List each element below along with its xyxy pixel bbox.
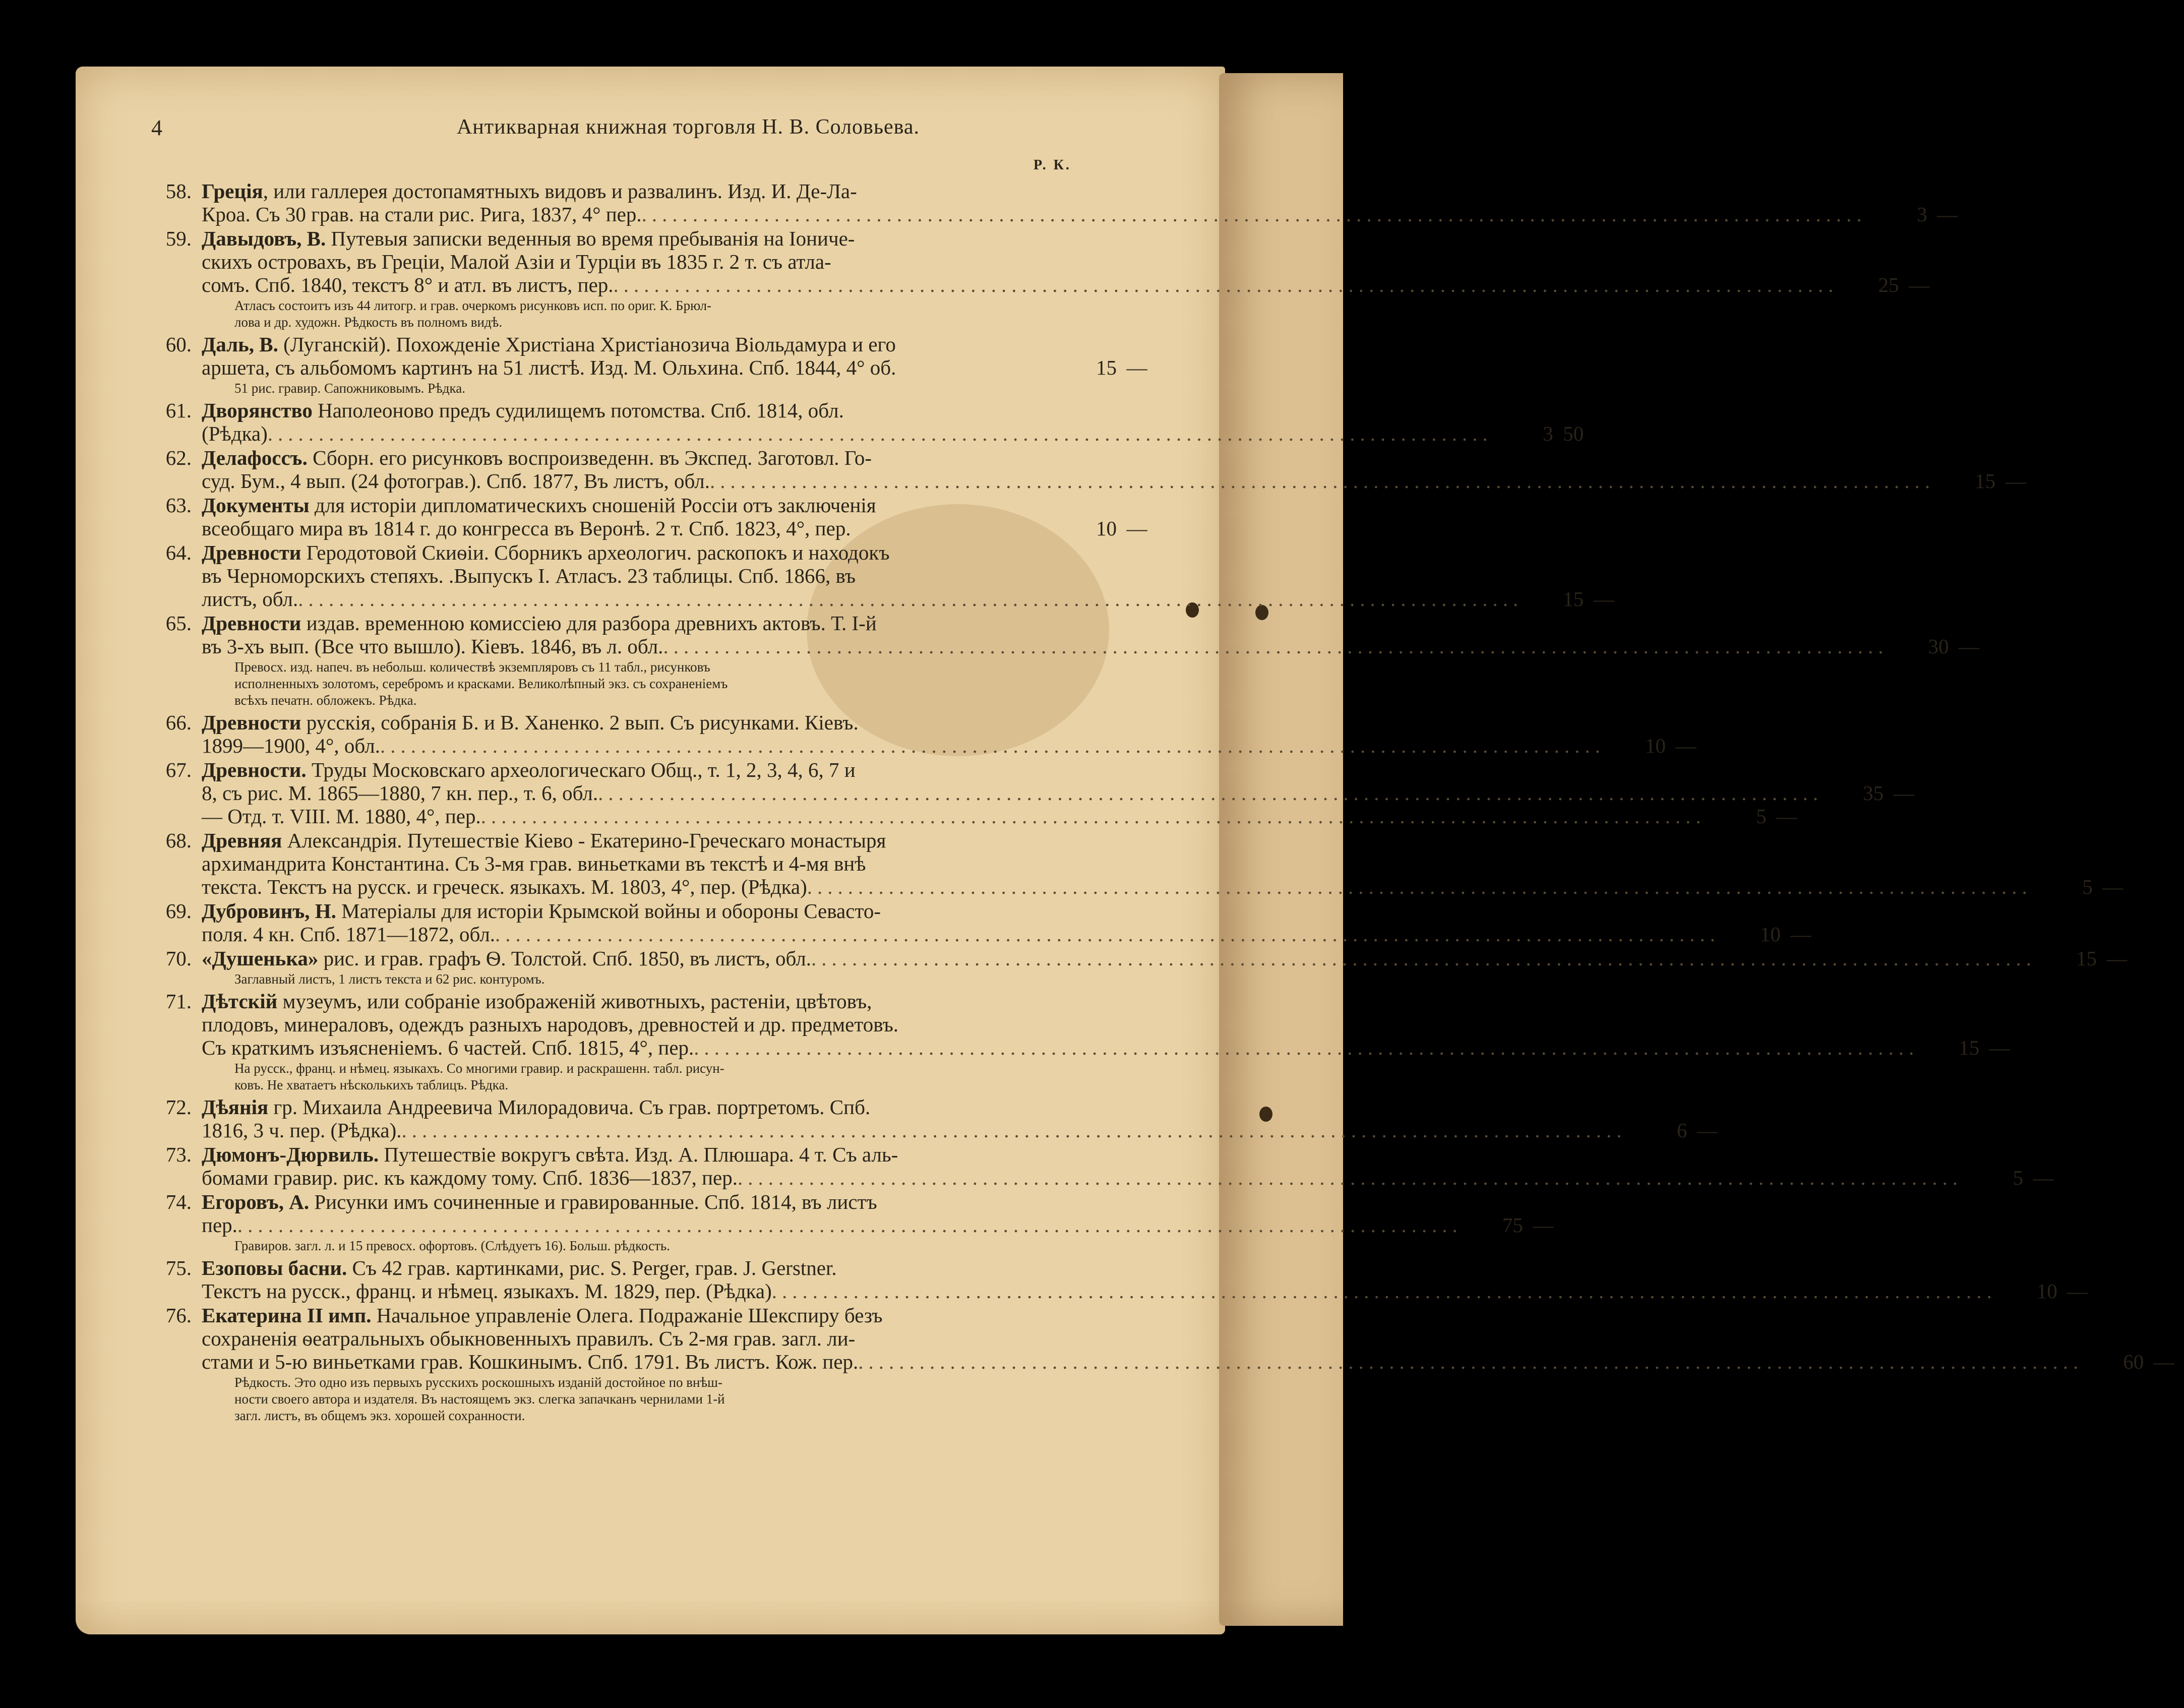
price-kopecks: — (1909, 273, 1930, 296)
entry-line (202, 947, 2128, 970)
entry-line (202, 1256, 1157, 1279)
entry-note (234, 297, 1117, 331)
entry-text: сомъ. Спб. 1840, текстъ 8° и атл. въ листъ, пер. (202, 273, 614, 296)
price-column-header: Р. К. (1034, 157, 1071, 173)
entry-text: русскія, собранія Б. и В. Ханенко. 2 вып. Съ рисунками. Кіевъ. (301, 711, 859, 734)
catalogue-entry (151, 227, 1930, 331)
entry-text: скихъ островахъ, въ Греціи, Малой Азіи и Турціи въ 1835 г. 2 т. съ атла- (202, 250, 831, 273)
entry-note (234, 1374, 1117, 1424)
price-kopecks: — (1126, 517, 1147, 540)
entry-text: Труды Московскаго археологическаго Общ., т. 1, 2, 3, 4, 6, 7 и (306, 758, 856, 781)
entry-text: , или галлерея достопамятныхъ видовъ и развалинъ. Изд. И. Де-Ла- (263, 179, 857, 203)
entry-text: Путешествіе вокругъ свѣта. Изд. А. Плюшара. 4 т. Съ аль- (379, 1143, 898, 1166)
entry-text: плодовъ, минераловъ, одеждъ разныхъ народовъ, древностей и др. предметовъ. (202, 1013, 899, 1036)
entry-text: 1899—1900, 4°, обл. (202, 734, 380, 757)
leader-dots (876, 494, 1157, 517)
entry-note (234, 971, 1117, 988)
entry-number: 58. (165, 179, 192, 203)
price-kopecks: — (2067, 1279, 2088, 1303)
entry-heading: Дубровинъ, Н. (202, 899, 336, 923)
leader-dots (859, 711, 1157, 734)
entry-line (202, 203, 1958, 226)
entry-heading: Екатерина II имп. (202, 1304, 372, 1327)
catalogue-entries (151, 179, 2174, 1426)
entry-line (202, 541, 1157, 564)
price-rubles: 3 (1917, 203, 1927, 226)
entry-text: Текстъ на русск., франц. и нѣмец. языкахъ. М. 1829, пер. (Рѣдка) (202, 1279, 772, 1303)
price-rubles: 10 (2036, 1279, 2057, 1303)
price-rubles: 5 (2013, 1166, 2023, 1189)
leader-dots (844, 399, 1157, 422)
entry-line (202, 805, 1797, 828)
catalogue-entry (151, 333, 1147, 397)
catalogue-entry (151, 947, 2128, 988)
entry-heading: Древности. (202, 758, 307, 781)
entry-text: для исторіи дипломатическихъ сношеній Россіи отъ заключенія (309, 494, 876, 517)
catalogue-entry (151, 1304, 2174, 1424)
entry-number: 72. (165, 1095, 192, 1119)
price-kopecks: — (1697, 1119, 1718, 1142)
entry-text: сохраненія ѳеатральныхъ обыкновенныхъ правилъ. Съ 2-мя грав. загл. ли- (202, 1327, 856, 1350)
leader-dots (831, 250, 1157, 273)
catalogue-entry (151, 1143, 2054, 1189)
leader-dots (886, 829, 1157, 852)
leader-dots: ........................................................................................................................ (663, 635, 1889, 658)
note-line: Рѣдкость. Это одно изъ первыхъ русскихъ роскошныхъ изданій достойное по внѣш- (234, 1375, 722, 1390)
entry-heading: Дѣянія (202, 1095, 269, 1119)
entry-line (202, 829, 1157, 852)
leader-dots: ........................................................................................................................ (298, 587, 1524, 611)
entry-number: 75. (165, 1256, 192, 1279)
entry-heading: Дворянство (202, 399, 313, 422)
entry-note (234, 659, 1117, 709)
entry-number: 73. (165, 1143, 192, 1166)
leader-dots (877, 1190, 1157, 1213)
leader-dots (881, 899, 1157, 923)
price-rubles: 5 (2082, 875, 2093, 898)
entry-heading: Дѣтскій (202, 990, 278, 1013)
entry-text: музеумъ, или собраніе изображеній животныхъ, растеніи, цвѣтовъ, (277, 990, 872, 1013)
price-kopecks: — (2106, 947, 2128, 970)
price-rubles: 15 (1959, 1036, 1980, 1059)
price-kopecks: — (1593, 587, 1614, 611)
entry-line (202, 990, 1157, 1013)
entry-line (202, 399, 1157, 422)
entry-text: 8, съ рис. М. 1865—1880, 7 кн. пер., т. 6, обл. (202, 781, 598, 805)
catalogue-entry (151, 1256, 2088, 1303)
price-rubles: 75 (1502, 1213, 1523, 1237)
price-rubles: 3 (1543, 422, 1553, 445)
entry-text: рис. и грав. графъ Ѳ. Толстой. Спб. 1850, въ листъ, обл. (318, 947, 812, 970)
entry-text: Съ 42 грав. картинками, рис. S. Perger, грав. J. Gerstner. (347, 1256, 837, 1279)
price-kopecks: — (1126, 356, 1147, 379)
entry-heading: Древности (202, 711, 301, 734)
entry-line (202, 1213, 1554, 1237)
leader-dots (866, 852, 1157, 875)
leader-dots (896, 356, 1056, 379)
note-line: Гравиров. загл. л. и 15 превосх. офортовъ. (Слѣдуетъ 16). Больш. рѣдкость. (234, 1238, 670, 1253)
entry-line (202, 179, 1157, 203)
entry-text: Рисунки имъ сочиненные и гравированные. Спб. 1814, въ листъ (309, 1190, 877, 1213)
entry-text: суд. Бум., 4 вып. (24 фотограв.). Спб. 1877, Въ листъ, обл. (202, 469, 710, 493)
price-rubles: 25 (1878, 273, 1899, 296)
catalogue-entry (151, 899, 1811, 946)
price-rubles: 30 (1928, 635, 1949, 658)
catalogue-entry (151, 758, 1914, 828)
catalogue-entry (151, 612, 1979, 709)
entry-heading: Греція (202, 179, 263, 203)
entry-text: въ 3-хъ вып. (Все что вышло). Кіевъ. 1846, въ л. обл. (202, 635, 663, 658)
leader-dots: ........................................................................................................................ (710, 469, 1935, 493)
entry-line (202, 758, 1157, 781)
note-line: всѣхъ печатн. обложекъ. Рѣдка. (234, 693, 417, 708)
entry-heading: Древняя (202, 829, 282, 852)
entry-line (202, 422, 1584, 445)
leader-dots: ........................................................................................................................ (267, 422, 1493, 445)
catalogue-entry (151, 399, 1584, 445)
entry-note (234, 380, 1117, 397)
price-rubles: 5 (1756, 805, 1767, 828)
entry-line (202, 1095, 1157, 1119)
catalogue-entry (151, 1095, 1718, 1142)
leader-dots: ........................................................................................................................ (480, 805, 1706, 828)
leader-dots: ........................................................................................................................ (811, 947, 2037, 970)
entry-text: пер. (202, 1213, 237, 1237)
entry-text: Александрія. Путешествіе Кіево - Екатерино-Греческаго монастыря (282, 829, 886, 852)
entry-number: 59. (165, 227, 192, 250)
entry-text: Начальное управленіе Олега. Подражаніе Шекспиру безъ (371, 1304, 883, 1327)
page-number: 4 (151, 115, 162, 140)
entry-text: въ Черноморскихъ степяхъ. .Выпускъ I. Атласъ. 23 таблицы. Спб. 1866, въ (202, 564, 856, 587)
entry-line (202, 1190, 1157, 1213)
note-line: загл. листъ, въ общемъ экз. хорошей сохранности. (234, 1408, 525, 1423)
entry-text: стами и 5-ю виньетками грав. Кошкинымъ. Спб. 1791. Въ листъ. Кож. пер. (202, 1350, 859, 1373)
entry-line (202, 899, 1157, 923)
entry-heading: Документы (202, 494, 310, 517)
leader-dots (855, 1327, 1157, 1350)
price-rubles: 15 (1096, 356, 1117, 379)
entry-text: Геродотовой Скиѳіи. Сборникъ археологич. раскопокъ и находокъ (301, 541, 890, 564)
leader-dots (883, 1304, 1157, 1327)
entry-text: 1816, 3 ч. пер. (Рѣдка). (202, 1119, 402, 1142)
leader-dots (890, 541, 1157, 564)
leader-dots (855, 227, 1157, 250)
catalogue-entry (151, 446, 2026, 493)
entry-number: 64. (165, 541, 192, 564)
leader-dots (870, 1095, 1157, 1119)
price-rubles: 6 (1677, 1119, 1687, 1142)
price-rubles: 15 (1975, 469, 1996, 493)
leader-dots: ........................................................................................................................ (495, 923, 1721, 946)
leader-dots (896, 333, 1157, 356)
entry-note (234, 1060, 1117, 1093)
entry-line (202, 875, 2124, 898)
leader-dots: ........................................................................................................................ (737, 1166, 1963, 1189)
leader-dots (898, 1013, 1157, 1036)
entry-line (202, 356, 1157, 379)
entry-text: Матеріалы для исторіи Крымской войны и обороны Севасто- (336, 899, 881, 923)
entry-line (202, 250, 1157, 273)
price-rubles: 10 (1760, 923, 1781, 946)
entry-line (202, 711, 1157, 734)
entry-line (202, 1279, 2088, 1303)
price-kopecks: — (1893, 781, 1914, 805)
entry-number: 69. (165, 899, 192, 923)
catalogue-entry (151, 179, 1958, 226)
leader-dots: ........................................................................................................................ (401, 1119, 1627, 1142)
entry-text: всеобщаго мира въ 1814 г. до конгресса въ Веронѣ. 2 т. Спб. 1823, 4°, пер. (202, 517, 851, 540)
entry-number: 76. (165, 1304, 192, 1327)
entry-heading: Давыдовъ, В. (202, 227, 326, 250)
entry-number: 70. (165, 947, 192, 970)
price-rubles: 10 (1096, 517, 1117, 540)
entry-line (202, 852, 1157, 875)
entry-number: 71. (165, 990, 192, 1013)
entry-text: издав. временною комиссіею для разбора древнихъ актовъ. Т. I-й (301, 612, 877, 635)
note-line: Превосх. изд. напеч. въ небольш. количествѣ экземпляровъ съ 11 табл., рисунковъ (234, 659, 710, 675)
entry-text: текста. Текстъ на русск. и греческ. языкахъ. М. 1803, 4°, пер. (Рѣдка) (202, 875, 807, 898)
leader-dots: ........................................................................................................................ (694, 1036, 1919, 1059)
price-kopecks: — (2033, 1166, 2054, 1189)
entry-line (202, 734, 1696, 757)
leader-dots (837, 1256, 1157, 1279)
entry-number: 60. (165, 333, 192, 356)
leader-dots: ........................................................................................................................ (237, 1213, 1463, 1237)
catalogue-entry (151, 1190, 1554, 1254)
entry-line (202, 1350, 2174, 1373)
price-kopecks: — (2005, 469, 2026, 493)
entry-line (202, 1304, 1157, 1327)
entry-line (202, 333, 1157, 356)
entry-line (202, 564, 1157, 587)
price-rubles: 10 (1645, 734, 1666, 757)
catalogue-entry (151, 990, 2010, 1093)
price-rubles: 35 (1863, 781, 1884, 805)
note-line: На русск., франц. и нѣмец. языкахъ. Со многими гравир. и раскрашенн. табл. рисун- (234, 1061, 724, 1076)
entry-line (202, 1036, 2010, 1059)
entry-text: (Луганскій). Похожденіе Христіана Христіанозича Віольдамура и его (278, 333, 896, 356)
entry-number: 67. (165, 758, 192, 781)
entry-number: 65. (165, 612, 192, 635)
leader-dots: ........................................................................................................................ (807, 875, 2032, 898)
entry-number: 66. (165, 711, 192, 734)
entry-line (202, 1119, 1718, 1142)
entry-number: 68. (165, 829, 192, 852)
price-rubles: 15 (2076, 947, 2097, 970)
entry-text: Путевыя записки веденныя во время пребыванія на Іониче- (326, 227, 855, 250)
price-kopecks: — (1790, 923, 1811, 946)
leader-dots (857, 179, 1157, 203)
catalogue-entry (151, 494, 1147, 540)
entry-number: 63. (165, 494, 192, 517)
entry-line (202, 273, 1930, 296)
price-kopecks: — (2102, 875, 2124, 898)
entry-heading: Егоровъ, А. (202, 1190, 310, 1213)
entry-heading: «Душенька» (202, 947, 319, 970)
leader-dots: ........................................................................................................................ (598, 781, 1824, 805)
leader-dots: ........................................................................................................................ (613, 273, 1839, 296)
note-line: 51 рис. гравир. Сапожниковымъ. Рѣдка. (234, 381, 465, 396)
entry-line (202, 1327, 1157, 1350)
catalogue-entry (151, 829, 2124, 898)
entry-text: Сборн. его рисунковъ воспроизведенн. въ Экспед. Заготовл. Го- (307, 446, 872, 469)
entry-text: поля. 4 кн. Спб. 1871—1872, обл. (202, 923, 496, 946)
entry-note (234, 1238, 1117, 1254)
leader-dots (872, 446, 1157, 469)
note-line: ности своего автора и издателя. Въ настоящемъ экз. слегка запачканъ чернилами 1-й (234, 1391, 725, 1407)
price-kopecks: — (1675, 734, 1696, 757)
entry-text: гр. Михаила Андреевича Милорадовича. Съ грав. портретомъ. Спб. (268, 1095, 871, 1119)
entry-line (202, 446, 1157, 469)
entry-line (202, 635, 1979, 658)
entry-line (202, 1013, 1157, 1036)
price-kopecks: — (1533, 1213, 1554, 1237)
entry-number: 74. (165, 1190, 192, 1213)
note-line: исполненныхъ золотомъ, серебромъ и красками. Великолѣпный экз. съ сохраненіемъ (234, 676, 728, 691)
entry-text: Съ краткимъ изъясненіемъ. 6 частей. Спб. 1815, 4°, пер. (202, 1036, 694, 1059)
entry-text: (Рѣдка) (202, 422, 268, 445)
leader-dots (872, 990, 1157, 1013)
entry-heading: Древности (202, 612, 301, 635)
leader-dots (898, 1143, 1157, 1166)
entry-line (202, 469, 2026, 493)
leader-dots: ........................................................................................................................ (641, 203, 1867, 226)
entry-line (202, 1143, 1157, 1166)
entry-text: — Отд. т. VIII. М. 1880, 4°, пер. (202, 805, 481, 828)
entry-text: бомами гравир. рис. къ каждому тому. Спб. 1836—1837, пер. (202, 1166, 738, 1189)
entry-heading: Древности (202, 541, 301, 564)
entry-line (202, 587, 1614, 611)
note-line: лова и др. художн. Рѣдкость въ полномъ видѣ. (234, 315, 503, 330)
note-line: Заглавный листъ, 1 листъ текста и 62 рис. контуромъ. (234, 971, 545, 987)
facing-page-edge (1219, 73, 1343, 1626)
entry-line (202, 517, 1157, 540)
leader-dots (856, 564, 1157, 587)
leader-dots (877, 612, 1157, 635)
note-line: ковъ. Не хватаетъ нѣсколькихъ таблицъ. Рѣдка. (234, 1077, 509, 1092)
price-kopecks: — (1989, 1036, 2010, 1059)
entry-text: Наполеоново предъ судилищемъ потомства. Спб. 1814, обл. (312, 399, 844, 422)
entry-line (202, 923, 1811, 946)
entry-heading: Езоповы басни. (202, 1256, 347, 1279)
leader-dots (856, 758, 1157, 781)
price-kopecks: 50 (1563, 422, 1584, 445)
entry-text: аршета, съ альбомомъ картинъ на 51 листѣ. Изд. М. Ольхина. Спб. 1844, 4° об. (202, 356, 896, 379)
leader-dots: ........................................................................................................................ (858, 1350, 2084, 1373)
entry-number: 61. (165, 399, 192, 422)
catalogue-entry (151, 711, 1696, 757)
entry-line (202, 781, 1914, 805)
entry-line (202, 494, 1157, 517)
catalogue-entry (151, 541, 1614, 611)
price-kopecks: — (2153, 1350, 2174, 1373)
leader-dots: ........................................................................................................................ (771, 1279, 1997, 1303)
page-header (151, 115, 1185, 141)
price-kopecks: — (1776, 805, 1797, 828)
entry-text: Кроа. Съ 30 грав. на стали рис. Рига, 1837, 4° пер. (202, 203, 642, 226)
entry-heading: Даль, В. (202, 333, 278, 356)
price-rubles: 60 (2123, 1350, 2144, 1373)
leader-dots (851, 517, 1056, 540)
entry-line (202, 612, 1157, 635)
entry-line (202, 227, 1157, 250)
price-kopecks: — (1958, 635, 1979, 658)
leader-dots: ........................................................................................................................ (380, 734, 1605, 757)
note-line: Атласъ состоитъ изъ 44 литогр. и грав. очеркомъ рисунковъ исп. по ориг. К. Брюл- (234, 298, 712, 313)
entry-heading: Делафоссъ. (202, 446, 308, 469)
entry-text: листъ, обл. (202, 587, 298, 611)
price-rubles: 15 (1563, 587, 1584, 611)
price-kopecks: — (1937, 203, 1958, 226)
running-title: Антикварная книжная торговля Н. В. Соловьева. (456, 115, 920, 139)
entry-heading: Дюмонъ-Дюрвиль. (202, 1143, 379, 1166)
entry-number: 62. (165, 446, 192, 469)
entry-text: архимандрита Константина. Съ 3-мя грав. виньетками въ текстѣ и 4-мя внѣ (202, 852, 866, 875)
entry-line (202, 1166, 2054, 1189)
